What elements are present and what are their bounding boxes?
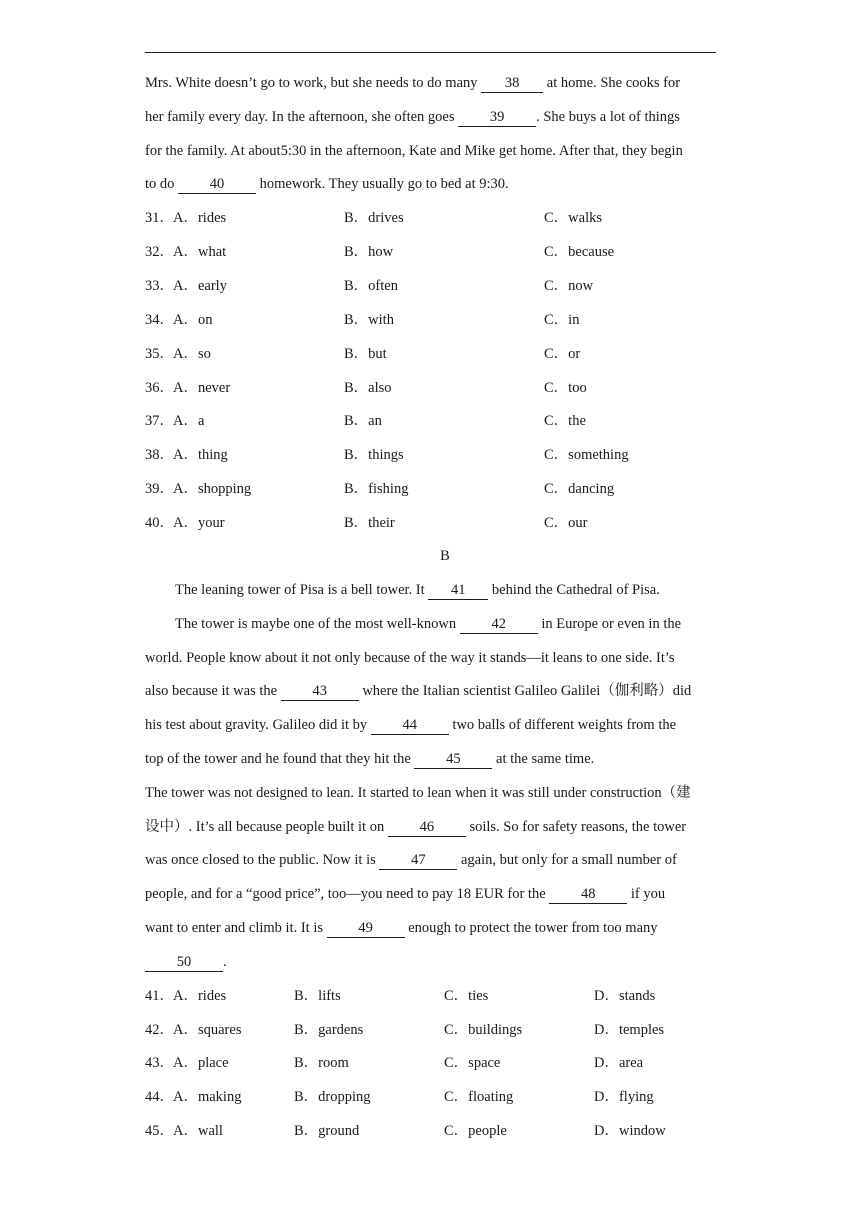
text: enough to protect the tower from too many (404, 920, 658, 936)
passage-line (145, 749, 720, 769)
option-a: A．shopping (173, 481, 252, 497)
option-d: D．window (594, 1123, 666, 1139)
option-c: C．too (544, 380, 587, 396)
text: behind the Cathedral of Pisa. (488, 582, 660, 598)
blank-50: 50 (145, 954, 223, 972)
question-number: 37． (145, 413, 174, 429)
option-a: A．place (173, 1055, 229, 1071)
option-a: A．early (173, 278, 227, 294)
text: want to enter and climb it. It is (145, 920, 327, 936)
question-number: 32． (145, 244, 174, 260)
question-number: 42． (145, 1022, 174, 1038)
option-a: A．squares (173, 1022, 242, 1038)
option-b: B．also (344, 380, 392, 396)
option-c: C．buildings (444, 1022, 523, 1038)
option-a: A．on (173, 312, 213, 328)
blank-49: 49 (327, 920, 405, 938)
option-b: B．drives (344, 210, 404, 226)
passage-line (145, 715, 720, 735)
question-number: 41． (145, 988, 174, 1004)
text: soils. So for safety reasons, the tower (465, 819, 687, 835)
text: The leaning tower of Pisa is a bell tower. It (175, 582, 429, 598)
section-label: B (440, 548, 450, 564)
option-a: A．your (173, 515, 225, 531)
option-a: A．thing (173, 447, 228, 463)
text: people, and for a “good price”, too—you need to pay 18 EUR for the (145, 886, 550, 902)
question-number: 31． (145, 210, 174, 226)
passage-line (145, 174, 720, 194)
option-b: B．with (344, 312, 394, 328)
passage-line (175, 580, 750, 600)
text: if you (627, 886, 666, 902)
option-c: C．walks (544, 210, 602, 226)
option-b: B．fishing (344, 481, 409, 497)
option-b: B．how (344, 244, 394, 260)
blank-39: 39 (458, 109, 536, 127)
option-d: D．stands (594, 988, 656, 1004)
text: homework. They usually go to bed at 9:30. (256, 176, 509, 192)
text: in Europe or even in the (537, 616, 682, 632)
option-c: C．space (444, 1055, 501, 1071)
blank-46: 46 (388, 819, 466, 837)
passage-line (175, 614, 750, 634)
question-number: 45． (145, 1123, 174, 1139)
text: to do (145, 176, 179, 192)
text: at the same time. (492, 751, 595, 767)
blank-45: 45 (414, 751, 492, 769)
option-a: A．so (173, 346, 211, 362)
blank-47: 47 (379, 852, 457, 870)
option-c: C．the (544, 413, 586, 429)
question-number: 35． (145, 346, 174, 362)
text: two balls of different weights from the (448, 717, 677, 733)
blank-40: 40 (178, 176, 256, 194)
option-c: C．floating (444, 1089, 514, 1105)
question-number: 44． (145, 1089, 174, 1105)
blank-41: 41 (428, 582, 488, 600)
option-d: D．flying (594, 1089, 654, 1105)
text: 设中）. It’s all because people built it on (145, 819, 388, 835)
option-a: A．never (173, 380, 231, 396)
text: . (223, 954, 227, 970)
passage-line (145, 817, 720, 837)
option-c: C．now (544, 278, 594, 294)
passage-line (145, 918, 720, 938)
passage-line: for the family. At about5:30 in the afternoon, Kate and Mike get home. After that, they begin (145, 143, 683, 159)
option-d: D．area (594, 1055, 644, 1071)
option-b: B．but (344, 346, 387, 362)
passage-line (145, 681, 720, 701)
text: . She buys a lot of things (536, 109, 680, 125)
option-b: B．things (344, 447, 404, 463)
option-c: C．in (544, 312, 580, 328)
option-b: B．their (344, 515, 395, 531)
option-a: A．what (173, 244, 227, 260)
question-number: 34． (145, 312, 174, 328)
option-a: A．rides (173, 210, 227, 226)
text: top of the tower and he found that they hit the (145, 751, 415, 767)
passage-line: world. People know about it not only because of the way it stands—it leans to one side. It’s (145, 650, 675, 666)
option-c: C．our (544, 515, 588, 531)
question-number: 36． (145, 380, 174, 396)
passage-line (145, 73, 720, 93)
option-a: A．wall (173, 1123, 223, 1139)
blank-44: 44 (371, 717, 449, 735)
question-number: 33． (145, 278, 174, 294)
option-a: A．rides (173, 988, 227, 1004)
option-b: B．an (344, 413, 382, 429)
option-d: D．temples (594, 1022, 665, 1038)
text: was once closed to the public. Now it is (145, 852, 380, 868)
option-b: B．dropping (294, 1089, 371, 1105)
option-c: C．because (544, 244, 615, 260)
passage-line (145, 884, 720, 904)
question-number: 39． (145, 481, 174, 497)
passage-line (145, 850, 720, 870)
option-b: B．room (294, 1055, 349, 1071)
option-c: C．something (544, 447, 629, 463)
option-c: C．or (544, 346, 581, 362)
text: his test about gravity. Galileo did it by (145, 717, 371, 733)
text: her family every day. In the afternoon, she often goes (145, 109, 459, 125)
text: Mrs. White doesn’t go to work, but she needs to do many (145, 75, 482, 91)
question-number: 43． (145, 1055, 174, 1071)
option-a: A．making (173, 1089, 242, 1105)
passage-line: The tower was not designed to lean. It started to lean when it was still under construction（建 (145, 785, 691, 801)
header-rule (145, 52, 716, 53)
option-b: B．often (344, 278, 398, 294)
blank-38: 38 (481, 75, 543, 93)
blank-42: 42 (460, 616, 538, 634)
passage-line (145, 107, 720, 127)
blank-43: 43 (281, 683, 359, 701)
text: at home. She cooks for (543, 75, 681, 91)
option-c: C．ties (444, 988, 489, 1004)
blank-48: 48 (549, 886, 627, 904)
option-c: C．people (444, 1123, 507, 1139)
text: again, but only for a small number of (457, 852, 677, 868)
question-number: 38． (145, 447, 174, 463)
text: where the Italian scientist Galileo Galilei（伽利略）did (358, 683, 692, 699)
option-c: C．dancing (544, 481, 615, 497)
text: The tower is maybe one of the most well-known (175, 616, 460, 632)
option-b: B．gardens (294, 1022, 364, 1038)
text: also because it was the (145, 683, 281, 699)
option-a: A．a (173, 413, 205, 429)
option-b: B．ground (294, 1123, 360, 1139)
question-number: 40． (145, 515, 174, 531)
option-b: B．lifts (294, 988, 341, 1004)
passage-line (145, 952, 720, 972)
